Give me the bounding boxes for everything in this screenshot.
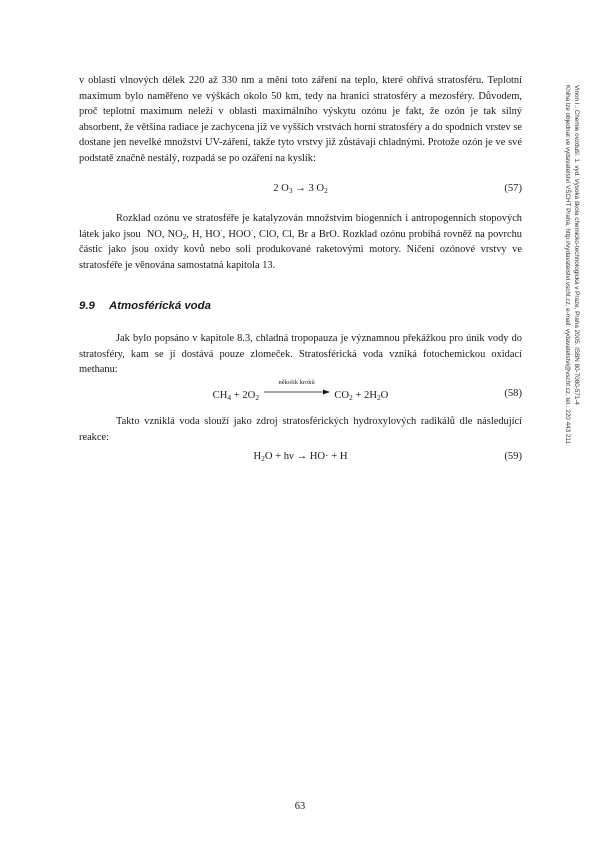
equation-57 bbox=[79, 181, 522, 197]
equation-59 bbox=[79, 449, 522, 465]
equation-59-number: (59) bbox=[504, 451, 522, 462]
equation-58 bbox=[79, 379, 522, 402]
paragraph-stratospheric-water: Jak bylo popsáno v kapitole 8.3, chladná tropopauza je významnou překážkou pro únik vody do stratosféry, kam se jí dostává pouze zlomeček. Stratosférická voda vzniká fotochemickou oxidací methanu: bbox=[79, 333, 522, 376]
arrow-icon bbox=[264, 389, 330, 395]
section-title: Atmosférická voda bbox=[109, 300, 211, 312]
equation-57-number: (57) bbox=[504, 183, 522, 194]
equation-58-body: $CH_4 + 2O_2$ několik kroků $CO_2 + 2H_2O$ bbox=[212, 379, 389, 402]
section-heading bbox=[79, 299, 211, 313]
equation-59-body: $H_2O + h\nu \to HO\cdot + H$ bbox=[253, 451, 348, 463]
ordering-info-line: Kniha lze objednat ve vydavatelství VŠCHT Praha, http://vydavatelstvi.vscht.cz, e-mail: vydavatelstvi@vscht.cz, tel.: 220 443 211 bbox=[564, 85, 571, 444]
citation-sidenote bbox=[563, 85, 581, 444]
reaction-arrow bbox=[264, 379, 330, 398]
paragraph-ozone-absorption: v oblasti vlnových délek 220 až 330 nm a mění toto záření na teplo, které ohřívá stratosféru. Teplotní maximum bylo naměřeno ve výškách okolo 50 km, tedy na hranici stratosféry a mezosféry. Důvodem, proč teplotní maximum neleží v oblasti maximálního výskytu ozónu je fakt, že ozón je tak silný absorbent, že většina radiace je zachycena již ve vyšších vrstvách horní stratosféry a do spodních vrstev se dostane jen nevelké množství UV-záření, takže tyto vrstvy již zůstávají chladnými. Protože ozón je ve své podstatě značně nestálý, rozpadá se po ozáření na kyslík: bbox=[79, 75, 522, 164]
paragraph-ozone-decomposition: Rozklad ozónu ve stratosféře je katalyzován množstvím biogenních i antropogenních stopových látek jako jsou NO, $NO_2$, H, HO·, HOO·, ClO, Cl, Br a BrO. Rozklad ozónu probíhá rovněž na povrchu částic jako jsou oxidy kovů nebo soli produkované raketovými motory. Ničení ozónové vrstvy ve stratosféře je věnována samostatná kapitola 13. bbox=[79, 213, 522, 271]
equation-58-number: (58) bbox=[504, 388, 522, 399]
section-number: 9.9 bbox=[79, 300, 95, 312]
citation-line: Vinon I.: Chemie ovzduší. 1. vyd. Vysoká škola chemicko-technologická v Praze, Praha 2005. ISBN 80-7080-571-4 bbox=[573, 85, 580, 405]
paragraph-hydroxyl-radicals: Takto vzniklá voda slouží jako zdroj stratosférických hydroxylových radikálů dle následující reakce: bbox=[79, 416, 522, 443]
page-number: 63 bbox=[294, 801, 306, 812]
equation-57-body: 2 $O_3 \to 3$ $O_2$ bbox=[273, 183, 328, 195]
reaction-arrow-label: několik kroků bbox=[278, 379, 315, 386]
